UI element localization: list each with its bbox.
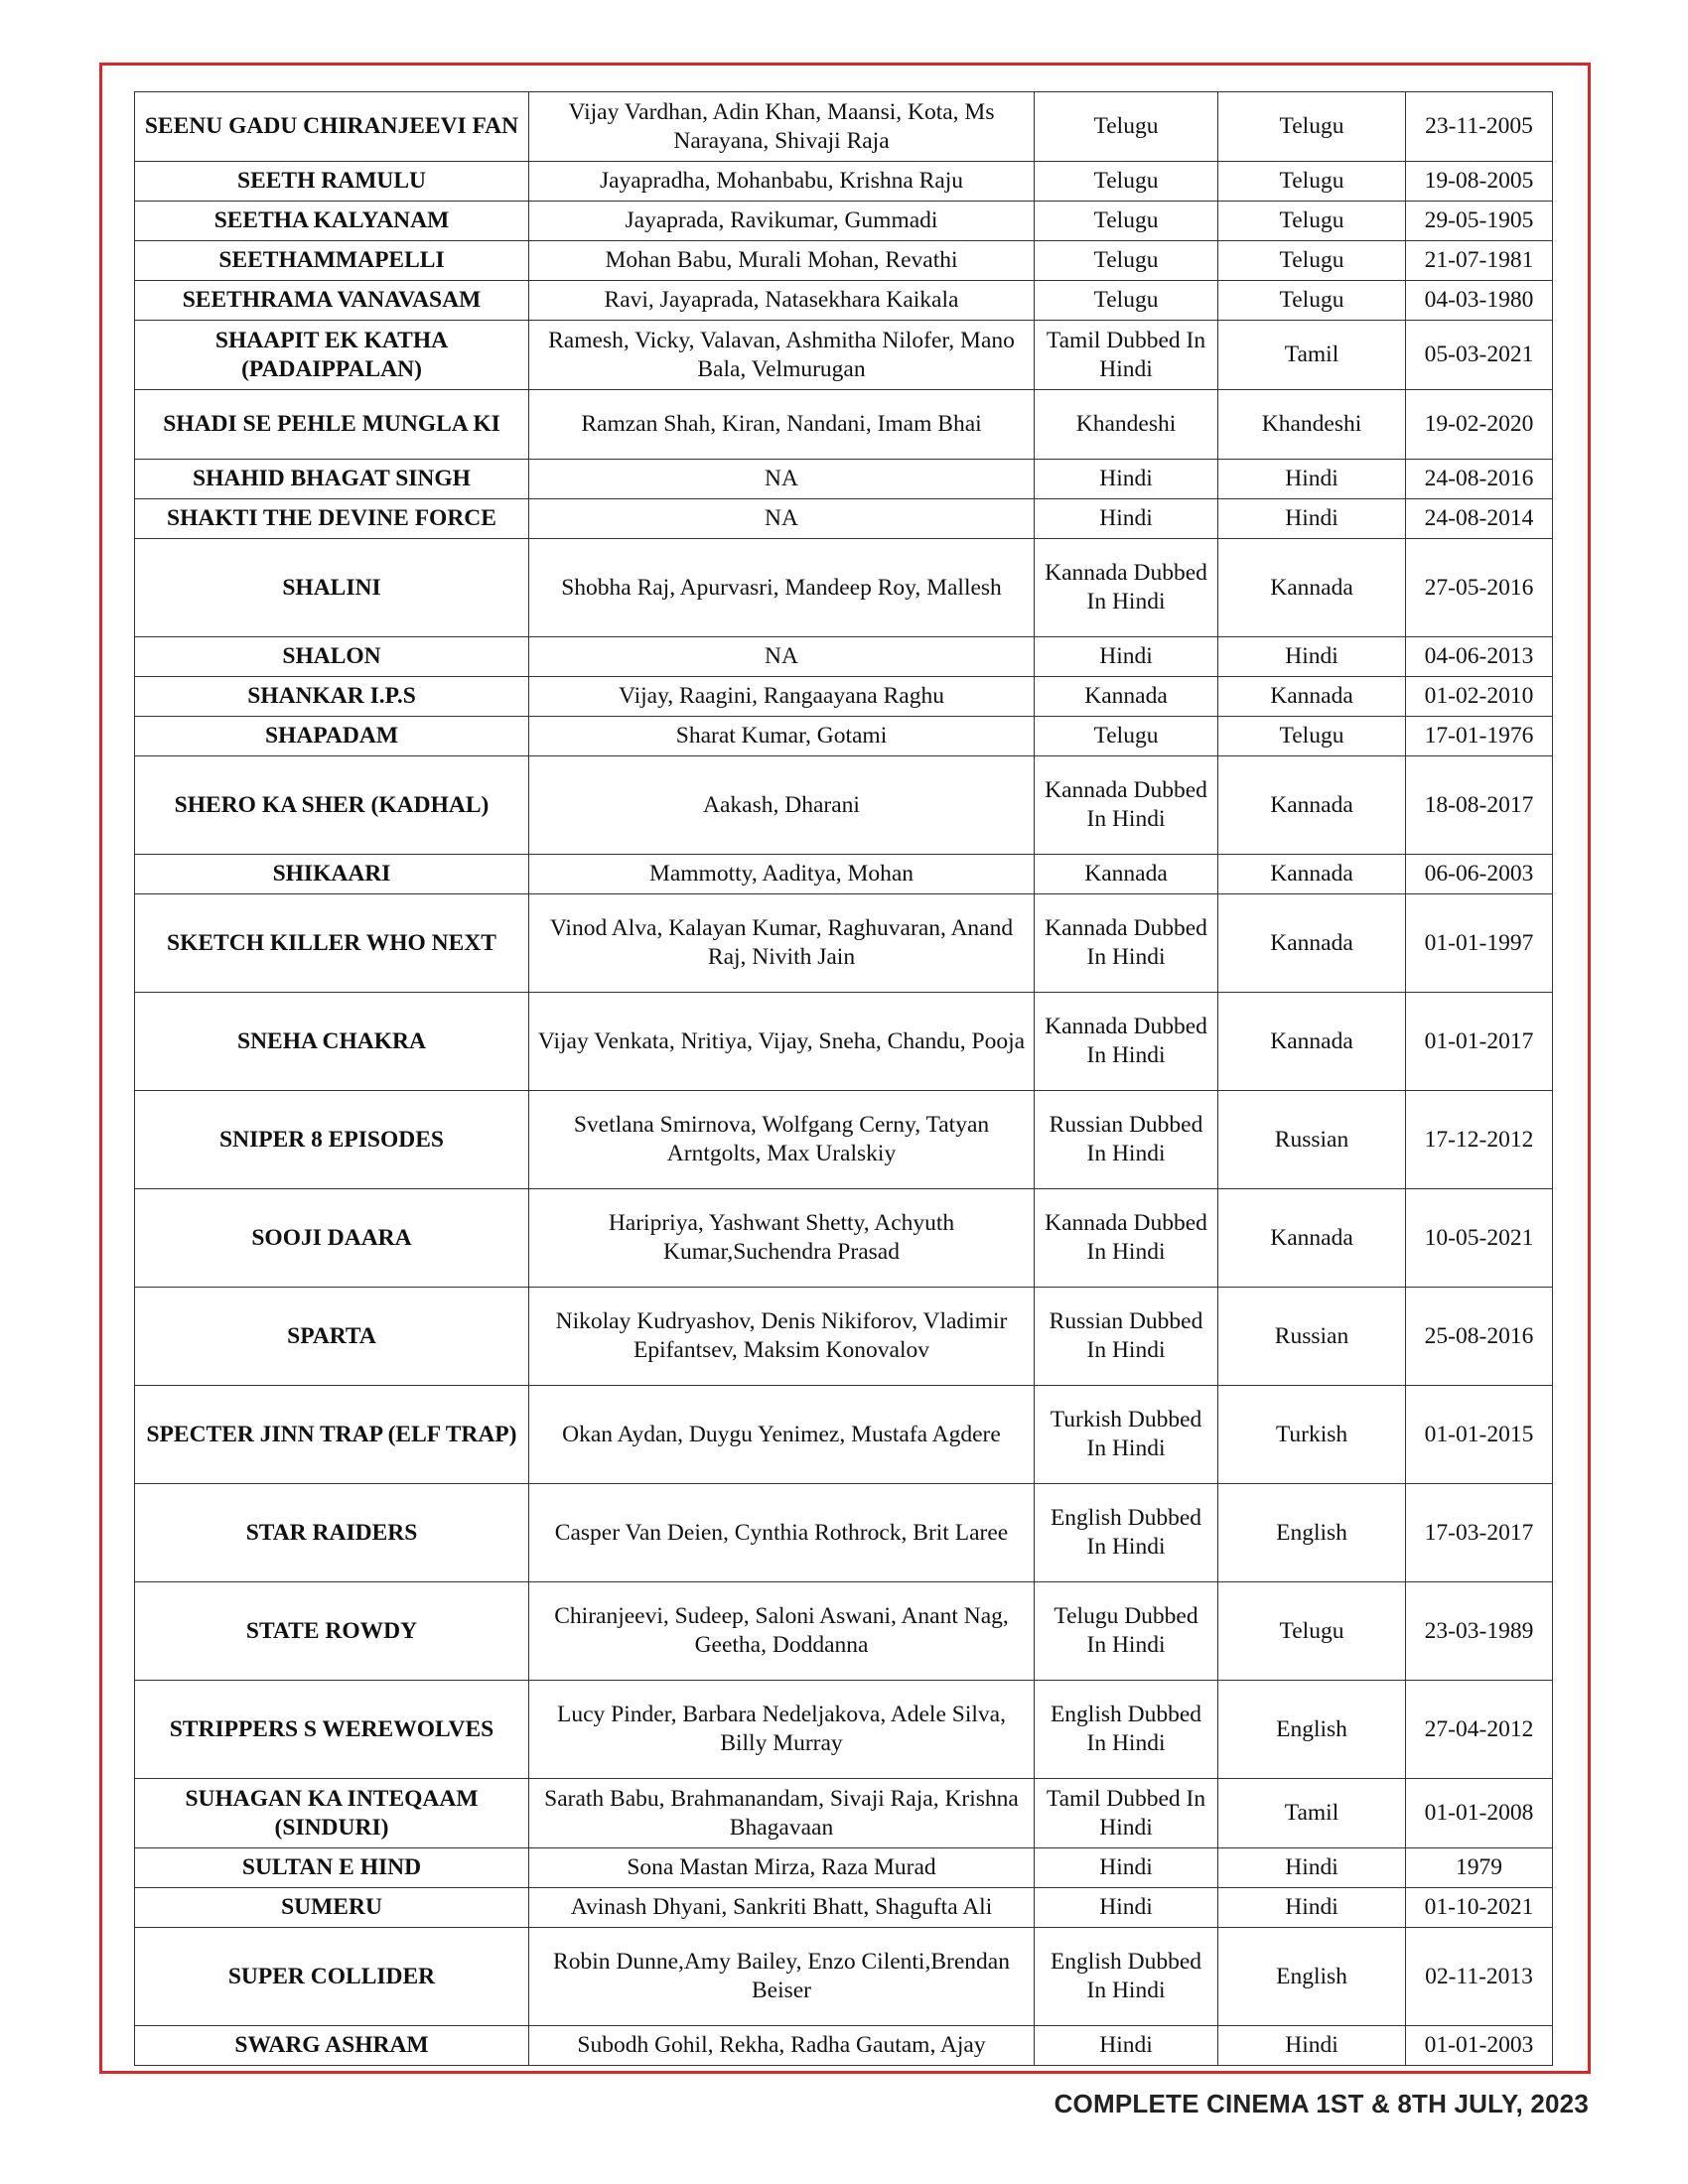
language-cell: English Dubbed In Hindi [1035,1484,1218,1582]
table-row [135,1288,1553,1386]
release-date-cell: 02-11-2013 [1406,1928,1553,2026]
cast-cell: Okan Aydan, Duygu Yenimez, Mustafa Agdere [529,1386,1035,1484]
film-title-cell: STAR RAIDERS [135,1484,529,1582]
original-language-cell: Tamil [1218,321,1406,390]
release-date-cell: 01-01-1997 [1406,894,1553,993]
original-language-cell: Telugu [1218,717,1406,756]
film-title-cell: STRIPPERS S WEREWOLVES [135,1681,529,1779]
film-title-cell: SHIKAARI [135,855,529,894]
film-title-cell: SHALINI [135,539,529,637]
cast-cell: Ramzan Shah, Kiran, Nandani, Imam Bhai [529,390,1035,460]
release-date-cell: 04-06-2013 [1406,637,1553,677]
release-date-cell: 01-02-2010 [1406,677,1553,717]
film-title-cell: SEENU GADU CHIRANJEEVI FAN [135,92,529,162]
release-date-cell: 23-11-2005 [1406,92,1553,162]
language-cell: Tamil Dubbed In Hindi [1035,321,1218,390]
original-language-cell: Russian [1218,1091,1406,1189]
cast-cell: Shobha Raj, Apurvasri, Mandeep Roy, Mallesh [529,539,1035,637]
release-date-cell: 24-08-2014 [1406,499,1553,539]
original-language-cell: Telugu [1218,1582,1406,1681]
cast-cell: Casper Van Deien, Cynthia Rothrock, Brit Laree [529,1484,1035,1582]
release-date-cell: 01-01-2008 [1406,1779,1553,1848]
film-title-cell: SUHAGAN KA INTEQAAM (SINDURI) [135,1779,529,1848]
film-title-cell: SEETHRAMA VANAVASAM [135,281,529,321]
cast-cell: NA [529,460,1035,499]
cast-cell: Aakash, Dharani [529,756,1035,855]
language-cell: Telugu Dubbed In Hindi [1035,1582,1218,1681]
cast-cell: Lucy Pinder, Barbara Nedeljakova, Adele Silva, Billy Murray [529,1681,1035,1779]
release-date-cell: 01-10-2021 [1406,1888,1553,1928]
original-language-cell: Kannada [1218,677,1406,717]
cast-cell: Vijay, Raagini, Rangaayana Raghu [529,677,1035,717]
language-cell: Hindi [1035,1888,1218,1928]
language-cell: Russian Dubbed In Hindi [1035,1091,1218,1189]
original-language-cell: Hindi [1218,637,1406,677]
language-cell: Telugu [1035,202,1218,241]
language-cell: Turkish Dubbed In Hindi [1035,1386,1218,1484]
language-cell: Kannada [1035,855,1218,894]
language-cell: Kannada Dubbed In Hindi [1035,894,1218,993]
footer-caption: COMPLETE CINEMA 1ST & 8TH JULY, 2023 [1054,2089,1589,2118]
table-row [135,1848,1553,1888]
table-row [135,202,1553,241]
language-cell: Telugu [1035,92,1218,162]
film-title-cell: SPECTER JINN TRAP (ELF TRAP) [135,1386,529,1484]
original-language-cell: Kannada [1218,756,1406,855]
film-title-cell: SUMERU [135,1888,529,1928]
language-cell: Hindi [1035,499,1218,539]
language-cell: Khandeshi [1035,390,1218,460]
film-title-cell: SKETCH KILLER WHO NEXT [135,894,529,993]
film-title-cell: SPARTA [135,1288,529,1386]
table-row [135,1582,1553,1681]
cast-cell: Sarath Babu, Brahmanandam, Sivaji Raja, Krishna Bhagavaan [529,1779,1035,1848]
language-cell: Telugu [1035,717,1218,756]
language-cell: Kannada Dubbed In Hindi [1035,539,1218,637]
release-date-cell: 17-01-1976 [1406,717,1553,756]
release-date-cell: 27-05-2016 [1406,539,1553,637]
language-cell: Hindi [1035,637,1218,677]
original-language-cell: Kannada [1218,539,1406,637]
cast-cell: Vijay Vardhan, Adin Khan, Maansi, Kota, Ms Narayana, Shivaji Raja [529,92,1035,162]
film-title-cell: SHERO KA SHER (KADHAL) [135,756,529,855]
cast-cell: Ramesh, Vicky, Valavan, Ashmitha Nilofer, Mano Bala, Velmurugan [529,321,1035,390]
film-title-cell: SEETHAMMAPELLI [135,241,529,281]
cast-cell: Avinash Dhyani, Sankriti Bhatt, Shagufta Ali [529,1888,1035,1928]
table-row [135,92,1553,162]
release-date-cell: 23-03-1989 [1406,1582,1553,1681]
release-date-cell: 27-04-2012 [1406,1681,1553,1779]
release-date-cell: 01-01-2017 [1406,993,1553,1091]
film-title-cell: SHANKAR I.P.S [135,677,529,717]
release-date-cell: 1979 [1406,1848,1553,1888]
release-date-cell: 04-03-1980 [1406,281,1553,321]
cast-cell: Mammotty, Aaditya, Mohan [529,855,1035,894]
cast-cell: Robin Dunne,Amy Bailey, Enzo Cilenti,Brendan Beiser [529,1928,1035,2026]
film-title-cell: SHADI SE PEHLE MUNGLA KI [135,390,529,460]
original-language-cell: Hindi [1218,1848,1406,1888]
release-date-cell: 05-03-2021 [1406,321,1553,390]
cast-cell: NA [529,499,1035,539]
table-row [135,637,1553,677]
cast-cell: Jayaprada, Ravikumar, Gummadi [529,202,1035,241]
cast-cell: Subodh Gohil, Rekha, Radha Gautam, Ajay [529,2026,1035,2066]
original-language-cell: Kannada [1218,855,1406,894]
film-title-cell: SNIPER 8 EPISODES [135,1091,529,1189]
film-title-cell: SHAPADAM [135,717,529,756]
language-cell: Hindi [1035,2026,1218,2066]
original-language-cell: Hindi [1218,2026,1406,2066]
table-row [135,2026,1553,2066]
original-language-cell: English [1218,1484,1406,1582]
table-row [135,499,1553,539]
table-row [135,1779,1553,1848]
film-title-cell: STATE ROWDY [135,1582,529,1681]
table-row [135,1928,1553,2026]
film-table [134,91,1553,2066]
language-cell: Kannada Dubbed In Hindi [1035,993,1218,1091]
cast-cell: Haripriya, Yashwant Shetty, Achyuth Kumar,Suchendra Prasad [529,1189,1035,1288]
original-language-cell: Khandeshi [1218,390,1406,460]
language-cell: Telugu [1035,281,1218,321]
film-title-cell: SHAAPIT EK KATHA (PADAIPPALAN) [135,321,529,390]
film-title-cell: SWARG ASHRAM [135,2026,529,2066]
release-date-cell: 01-01-2003 [1406,2026,1553,2066]
original-language-cell: Telugu [1218,202,1406,241]
table-row [135,1189,1553,1288]
cast-cell: Mohan Babu, Murali Mohan, Revathi [529,241,1035,281]
release-date-cell: 19-02-2020 [1406,390,1553,460]
cast-cell: Jayapradha, Mohanbabu, Krishna Raju [529,162,1035,202]
table-row [135,855,1553,894]
original-language-cell: Kannada [1218,894,1406,993]
release-date-cell: 21-07-1981 [1406,241,1553,281]
film-title-cell: SHALON [135,637,529,677]
language-cell: Telugu [1035,162,1218,202]
table-row [135,894,1553,993]
cast-cell: Ravi, Jayaprada, Natasekhara Kaikala [529,281,1035,321]
original-language-cell: Hindi [1218,460,1406,499]
table-row [135,1888,1553,1928]
cast-cell: Nikolay Kudryashov, Denis Nikiforov, Vladimir Epifantsev, Maksim Konovalov [529,1288,1035,1386]
release-date-cell: 25-08-2016 [1406,1288,1553,1386]
table-row [135,993,1553,1091]
language-cell: Kannada [1035,677,1218,717]
original-language-cell: Telugu [1218,241,1406,281]
table-row [135,321,1553,390]
release-date-cell: 19-08-2005 [1406,162,1553,202]
film-title-cell: SHAKTI THE DEVINE FORCE [135,499,529,539]
language-cell: Russian Dubbed In Hindi [1035,1288,1218,1386]
original-language-cell: English [1218,1928,1406,2026]
film-title-cell: SHAHID BHAGAT SINGH [135,460,529,499]
film-title-cell: SULTAN E HIND [135,1848,529,1888]
cast-cell: Vijay Venkata, Nritiya, Vijay, Sneha, Chandu, Pooja [529,993,1035,1091]
original-language-cell: Telugu [1218,281,1406,321]
table-row [135,677,1553,717]
original-language-cell: Hindi [1218,499,1406,539]
cast-cell: Chiranjeevi, Sudeep, Saloni Aswani, Anant Nag, Geetha, Doddanna [529,1582,1035,1681]
table-row [135,460,1553,499]
release-date-cell: 06-06-2003 [1406,855,1553,894]
cast-cell: NA [529,637,1035,677]
table-row [135,1681,1553,1779]
release-date-cell: 18-08-2017 [1406,756,1553,855]
table-row [135,1091,1553,1189]
cast-cell: Svetlana Smirnova, Wolfgang Cerny, Tatyan Arntgolts, Max Uralskiy [529,1091,1035,1189]
table-row [135,390,1553,460]
language-cell: Kannada Dubbed In Hindi [1035,1189,1218,1288]
language-cell: Hindi [1035,460,1218,499]
table-row [135,281,1553,321]
original-language-cell: Telugu [1218,92,1406,162]
language-cell: Tamil Dubbed In Hindi [1035,1779,1218,1848]
original-language-cell: Turkish [1218,1386,1406,1484]
original-language-cell: Tamil [1218,1779,1406,1848]
language-cell: English Dubbed In Hindi [1035,1681,1218,1779]
film-title-cell: SEETH RAMULU [135,162,529,202]
language-cell: Telugu [1035,241,1218,281]
original-language-cell: English [1218,1681,1406,1779]
table-row [135,717,1553,756]
release-date-cell: 01-01-2015 [1406,1386,1553,1484]
table-row [135,162,1553,202]
language-cell: Kannada Dubbed In Hindi [1035,756,1218,855]
release-date-cell: 17-12-2012 [1406,1091,1553,1189]
table-row [135,756,1553,855]
release-date-cell: 17-03-2017 [1406,1484,1553,1582]
original-language-cell: Russian [1218,1288,1406,1386]
table-row [135,1484,1553,1582]
language-cell: Hindi [1035,1848,1218,1888]
film-title-cell: SOOJI DAARA [135,1189,529,1288]
cast-cell: Sharat Kumar, Gotami [529,717,1035,756]
film-table-body [135,92,1553,2066]
table-row [135,539,1553,637]
cast-cell: Vinod Alva, Kalayan Kumar, Raghuvaran, Anand Raj, Nivith Jain [529,894,1035,993]
table-row [135,241,1553,281]
original-language-cell: Kannada [1218,1189,1406,1288]
original-language-cell: Kannada [1218,993,1406,1091]
release-date-cell: 29-05-1905 [1406,202,1553,241]
film-title-cell: SUPER COLLIDER [135,1928,529,2026]
language-cell: English Dubbed In Hindi [1035,1928,1218,2026]
release-date-cell: 24-08-2016 [1406,460,1553,499]
original-language-cell: Hindi [1218,1888,1406,1928]
film-title-cell: SNEHA CHAKRA [135,993,529,1091]
release-date-cell: 10-05-2021 [1406,1189,1553,1288]
table-row [135,1386,1553,1484]
original-language-cell: Telugu [1218,162,1406,202]
cast-cell: Sona Mastan Mirza, Raza Murad [529,1848,1035,1888]
film-title-cell: SEETHA KALYANAM [135,202,529,241]
